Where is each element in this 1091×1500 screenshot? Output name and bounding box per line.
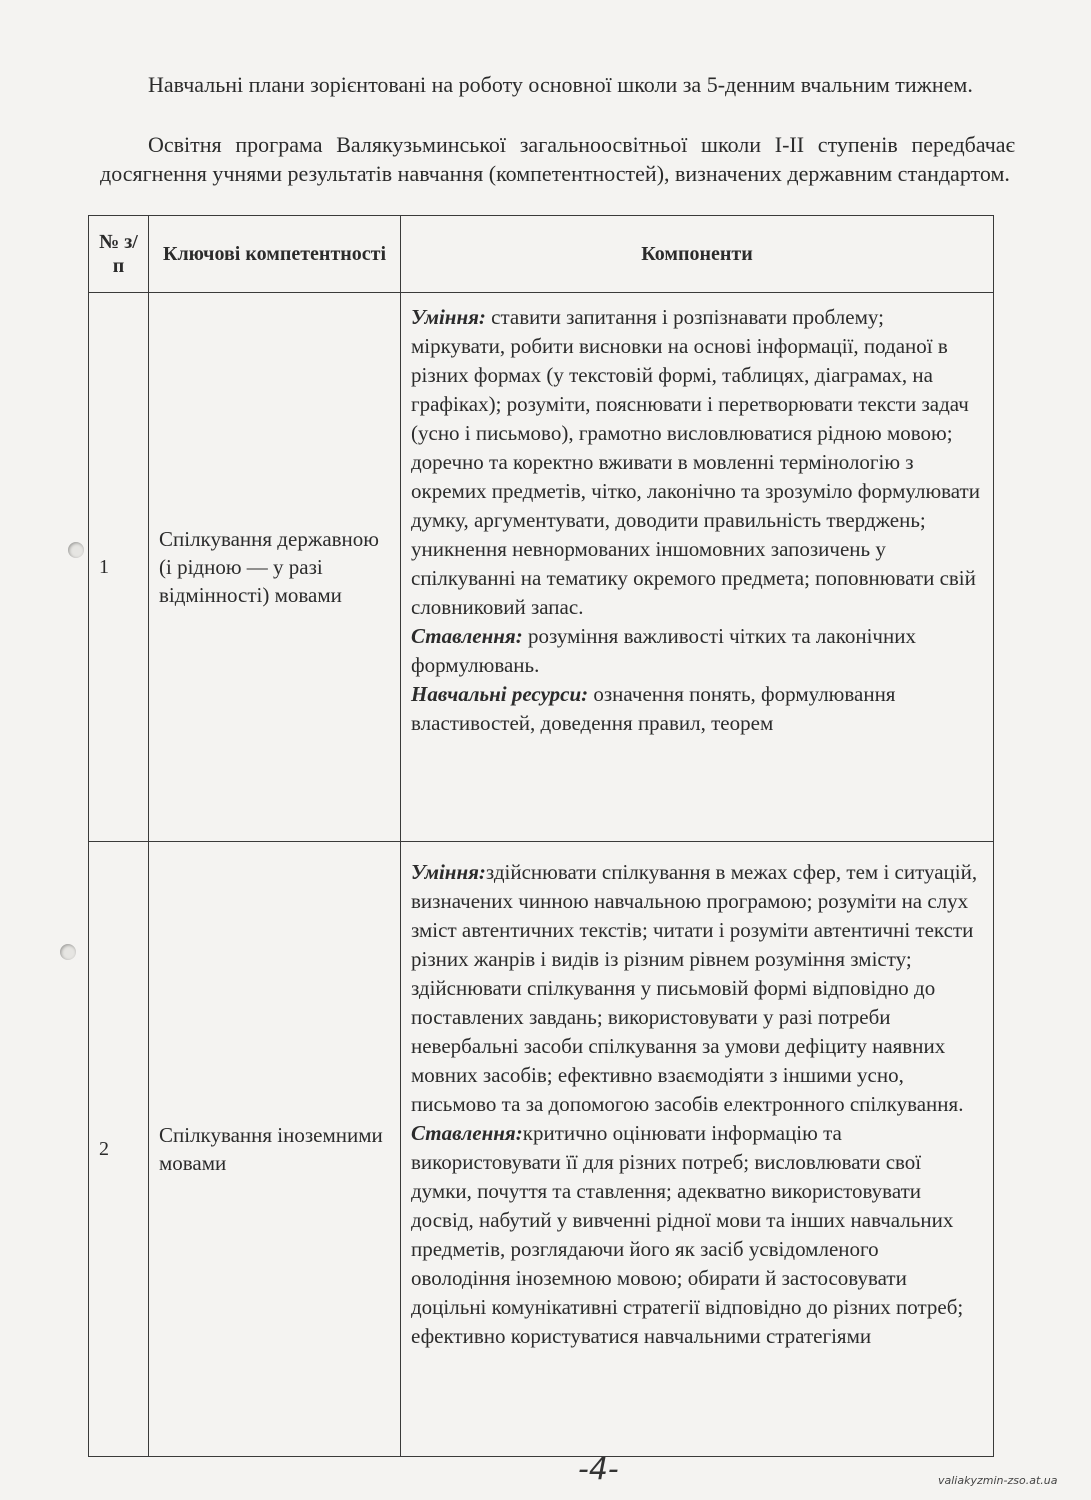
punch-hole-top — [68, 542, 84, 558]
resources-text: означення понять, формулювання властивостей, доведення правил, теорем — [411, 682, 896, 735]
header-key-competencies: Ключові компетентності — [149, 216, 401, 293]
attitude-label: Ставлення: — [411, 624, 523, 648]
row-competency: Спілкування державною (і рідною — у разі відмінності) мовами — [149, 293, 401, 842]
skills-paragraph — [411, 858, 983, 1119]
skills-paragraph — [411, 303, 983, 622]
skills-text: ставити запитання і розпізнавати проблему; міркувати, робити висновки на основі інформації, поданої в різних формах (у текстовій формі, таблицях, діаграмах, на графіках); розуміти, пояснювати і перетворювати тексти задач (усно і письмово), грамотно висловлюватися рідною мовою; доречно та коректно вживати в мовленні термінологію з окремих предметів, чітко, лаконічно та зрозуміло формулювати думку, аргументувати, доводити правильність тверджень; уникнення невнормованих іншомовних запозичень у спілкуванні на тематику окремого предмета; поповнювати свій словниковий запас. — [411, 305, 980, 619]
table-row — [89, 293, 994, 842]
row-number: 2 — [89, 842, 149, 1457]
attitude-text: критично оцінювати інформацію та використовувати її для різних потреб; висловлювати свої думки, почуття та ставлення; адекватно використовувати досвід, набутий у вивченні рідної мови та інших навчальних предметів, розглядаючи його як засіб усвідомленого оволодіння іноземною мовою; обирати й застосовувати доцільні комунікативні стратегії відповідно до різних потреб; ефективно користуватися навчальними стратегіями — [411, 1121, 964, 1348]
website-watermark: valiakyzmin-zso.at.ua — [938, 1474, 1058, 1487]
punch-hole-bottom — [60, 944, 76, 960]
row-components — [401, 293, 994, 842]
intro-paragraph-2 — [100, 130, 1015, 188]
intro-text-1: Навчальні плани зорієнтовані на роботу основної школи за 5-денним вчальним тижнем. — [148, 72, 973, 97]
page-number: -4- — [578, 1452, 619, 1487]
header-components: Компоненти — [401, 216, 994, 293]
skills-text: здійснювати спілкування в межах сфер, тем і ситуацій, визначених чинною навчальною програмою; розуміти на слух зміст автентичних текстів; читати і розуміти автентичні тексти різних жанрів і видів із різним рівнем розуміння змісту; здійснювати спілкування у письмовій формі відповідно до поставлених завдань; використовувати у разі потреби невербальні засоби спілкування за умови дефіциту наявних мовних засобів; ефективно взаємодіяти з іншими усно, письмово та за допомогою засобів електронного спілкування. — [411, 860, 978, 1116]
attitude-paragraph — [411, 1119, 983, 1351]
skills-label: Уміння: — [411, 860, 486, 884]
intro-paragraph-1 — [100, 70, 1015, 99]
intro-text-2: Освітня програма Валякузьминської загальноосвітньої школи І-ІІ ступенів передбачає досягнення учнями результатів навчання (компетентностей), визначених державним стандартом. — [100, 132, 1015, 186]
attitude-label: Ставлення: — [411, 1121, 523, 1145]
skills-label: Уміння: — [411, 305, 486, 329]
attitude-text: розуміння важливості чітких та лаконічних формулювань. — [411, 624, 916, 677]
table-header-row — [89, 216, 994, 293]
header-num: № з/п — [89, 216, 149, 293]
row-components — [401, 842, 994, 1457]
competencies-table — [88, 215, 994, 1457]
table-row — [89, 842, 994, 1457]
resources-paragraph — [411, 680, 983, 738]
row-competency: Спілкування іноземними мовами — [149, 842, 401, 1457]
attitude-paragraph — [411, 622, 983, 680]
resources-label: Навчальні ресурси: — [411, 682, 589, 706]
row-number: 1 — [89, 293, 149, 842]
